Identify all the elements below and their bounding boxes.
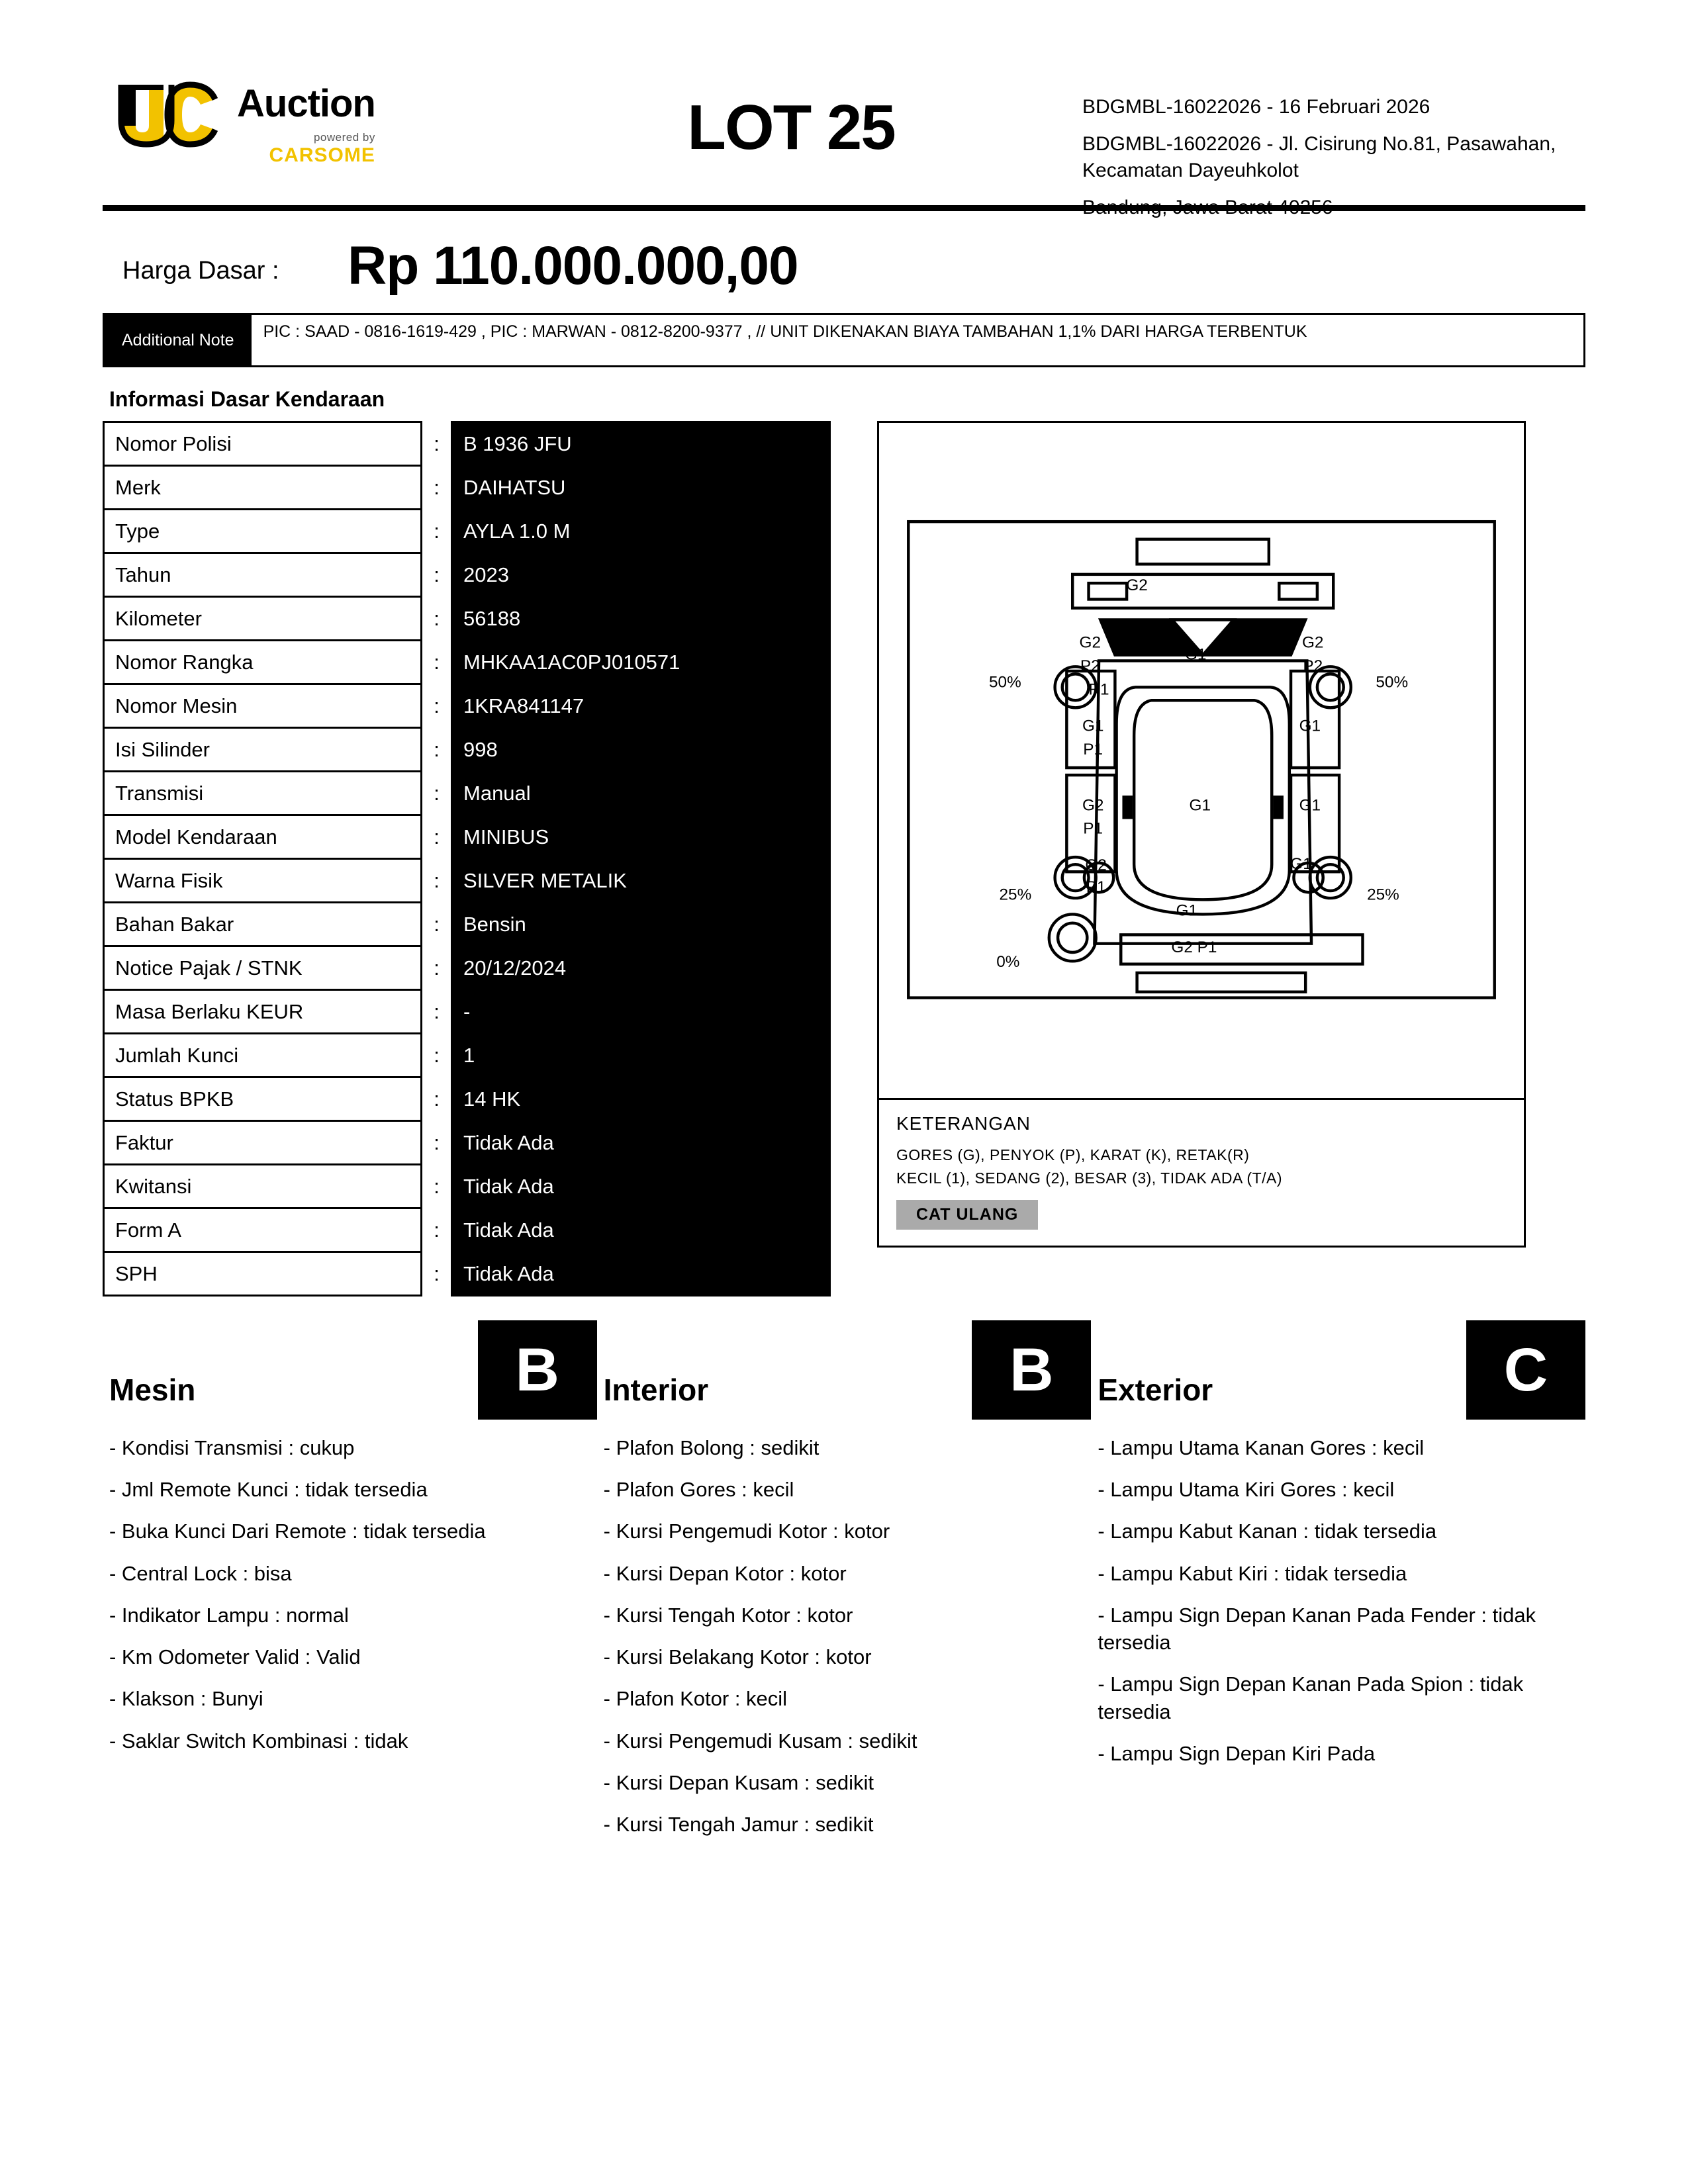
brand-powered-by: powered by [313, 131, 375, 144]
info-colon: : [422, 597, 452, 641]
list-item: - Lampu Kabut Kanan : tidak tersedia [1098, 1520, 1437, 1543]
info-colon: : [422, 466, 452, 510]
info-key: Kwitansi [104, 1165, 422, 1208]
info-key: Nomor Rangka [104, 641, 422, 684]
list-item: - Lampu Sign Depan Kanan Pada Fender : tidak tersedia [1098, 1603, 1536, 1655]
base-price-value: Rp 110.000.000,00 [348, 236, 798, 296]
info-key: Nomor Mesin [104, 684, 422, 728]
damage-mark: G1 [1299, 717, 1321, 735]
table-row [104, 1121, 830, 1165]
inspection-details [103, 1434, 1585, 1852]
lot-title: LOT 25 [687, 92, 895, 163]
info-value: 2023 [452, 553, 830, 597]
list-item: - Lampu Sign Depan Kiri Pada [1098, 1741, 1376, 1765]
info-value: 1 [452, 1034, 830, 1077]
damage-mark: G1 [1176, 901, 1198, 920]
auction-code-date: BDGMBL-16022026 - 16 Februari 2026 [1082, 96, 1430, 118]
info-colon: : [422, 641, 452, 684]
table-row [104, 641, 830, 684]
list-item: - Plafon Bolong : sedikit [603, 1436, 820, 1459]
info-colon: : [422, 946, 452, 990]
info-colon: : [422, 1252, 452, 1296]
damage-mark: 25% [999, 886, 1032, 904]
info-key: Form A [104, 1208, 422, 1252]
list-item: - Kursi Depan Kusam : sedikit [603, 1770, 874, 1794]
info-key: Masa Berlaku KEUR [104, 990, 422, 1034]
damage-diagram [877, 421, 1526, 1248]
info-key: Status BPKB [104, 1077, 422, 1121]
damage-mark: P2 [1080, 657, 1100, 675]
grade-mesin-badge: B [478, 1320, 597, 1420]
auction-meta [1082, 79, 1585, 221]
info-colon: : [422, 815, 452, 859]
list-item: - Lampu Sign Depan Kanan Pada Spion : tidak tersedia [1098, 1672, 1524, 1723]
list-item: - Plafon Kotor : kecil [603, 1687, 788, 1711]
grade-interior [597, 1320, 1092, 1420]
info-value: Tidak Ada [452, 1165, 830, 1208]
damage-diagram-canvas [879, 423, 1524, 1098]
info-key: Nomor Polisi [104, 422, 422, 466]
repaint-badge: CAT ULANG [896, 1200, 1038, 1230]
list-item: - Kursi Pengemudi Kotor : kotor [603, 1520, 890, 1543]
info-key: Transmisi [104, 772, 422, 815]
table-row [104, 1034, 830, 1077]
car-top-view-icon [879, 423, 1524, 1098]
table-row [104, 859, 830, 903]
damage-mark: R1 [1088, 680, 1109, 699]
legend-title: KETERANGAN [896, 1113, 1031, 1134]
table-row [104, 728, 830, 772]
table-row [104, 597, 830, 641]
legend-line-1: GORES (G), PENYOK (P), KARAT (K), RETAK(R) [896, 1146, 1250, 1163]
damage-mark: G2 [1082, 796, 1104, 815]
damage-mark: P1 [1083, 819, 1103, 838]
damage-mark: P2 [1303, 657, 1323, 675]
vehicle-info-title: Informasi Dasar Kendaraan [109, 387, 385, 411]
info-value: 56188 [452, 597, 830, 641]
damage-mark: G1 [1082, 717, 1104, 735]
info-colon: : [422, 772, 452, 815]
vehicle-info-section [103, 421, 1585, 1297]
vehicle-info-table [103, 421, 831, 1297]
list-item: - Plafon Gores : kecil [603, 1478, 794, 1502]
grade-interior-badge: B [972, 1320, 1091, 1420]
damage-mark: 0% [996, 953, 1020, 972]
info-colon: : [422, 1121, 452, 1165]
damage-mark: G2 [1301, 633, 1324, 652]
detail-list-interior [597, 1434, 1092, 1852]
table-row [104, 1208, 830, 1252]
brand-auction-text: Auction [237, 82, 375, 125]
damage-mark: G1 [1299, 796, 1321, 815]
info-key: Notice Pajak / STNK [104, 946, 422, 990]
list-item: - Kondisi Transmisi : cukup [109, 1436, 355, 1459]
table-row [104, 772, 830, 815]
list-item: - Buka Kunci Dari Remote : tidak tersedia [109, 1520, 486, 1543]
info-value: Manual [452, 772, 830, 815]
info-colon: : [422, 1034, 452, 1077]
info-colon: : [422, 553, 452, 597]
info-value: Tidak Ada [452, 1252, 830, 1296]
brand-logo [103, 79, 500, 165]
info-value: Bensin [452, 903, 830, 946]
grade-mesin [103, 1320, 597, 1420]
list-item: - Saklar Switch Kombinasi : tidak [109, 1729, 408, 1752]
info-colon: : [422, 903, 452, 946]
info-colon: : [422, 990, 452, 1034]
info-value: DAIHATSU [452, 466, 830, 510]
grade-interior-label: Interior [603, 1373, 709, 1407]
info-value: MHKAA1AC0PJ010571 [452, 641, 830, 684]
info-key: Warna Fisik [104, 859, 422, 903]
info-key: Merk [104, 466, 422, 510]
info-value: 998 [452, 728, 830, 772]
list-item: - Kursi Tengah Kotor : kotor [603, 1603, 853, 1627]
page-header [103, 0, 1585, 218]
info-key: Isi Silinder [104, 728, 422, 772]
list-item: - Jml Remote Kunci : tidak tersedia [109, 1478, 428, 1502]
info-key: Jumlah Kunci [104, 1034, 422, 1077]
list-item: - Kursi Tengah Jamur : sedikit [603, 1812, 874, 1836]
table-row [104, 684, 830, 728]
info-colon: : [422, 510, 452, 553]
damage-mark: G2 [1079, 633, 1102, 652]
list-item: - Lampu Utama Kanan Gores : kecil [1098, 1436, 1425, 1459]
info-value: 20/12/2024 [452, 946, 830, 990]
table-row [104, 990, 830, 1034]
info-colon: : [422, 1077, 452, 1121]
info-value: 1KRA841147 [452, 684, 830, 728]
info-key: Faktur [104, 1121, 422, 1165]
info-value: B 1936 JFU [452, 422, 830, 466]
info-key: SPH [104, 1252, 422, 1296]
damage-mark: G1 [1184, 645, 1207, 664]
legend-line-2: KECIL (1), SEDANG (2), BESAR (3), TIDAK ADA (T/A) [896, 1169, 1283, 1187]
info-value: 14 HK [452, 1077, 830, 1121]
list-item: - Indikator Lampu : normal [109, 1603, 349, 1627]
damage-mark: P1 [1083, 741, 1103, 759]
base-price-row [103, 211, 1585, 313]
info-key: Kilometer [104, 597, 422, 641]
brand-carsome-text: CARSOME [269, 144, 375, 166]
info-colon: : [422, 422, 452, 466]
table-row [104, 1165, 830, 1208]
list-item: - Central Lock : bisa [109, 1561, 292, 1585]
list-item: - Km Odometer Valid : Valid [109, 1645, 361, 1669]
info-value: SILVER METALIK [452, 859, 830, 903]
list-item: - Lampu Kabut Kiri : tidak tersedia [1098, 1561, 1407, 1585]
grade-exterior [1091, 1320, 1585, 1420]
info-key: Bahan Bakar [104, 903, 422, 946]
list-item: - Klakson : Bunyi [109, 1687, 263, 1711]
list-item: - Kursi Belakang Kotor : kotor [603, 1645, 872, 1669]
list-item: - Kursi Pengemudi Kusam : sedikit [603, 1729, 917, 1752]
damage-mark: P1 [1086, 878, 1106, 897]
damage-mark: 50% [1376, 673, 1409, 692]
info-value: AYLA 1.0 M [452, 510, 830, 553]
detail-list-exterior [1091, 1434, 1585, 1852]
base-price-label: Harga Dasar : [122, 257, 279, 285]
additional-note [103, 313, 1585, 367]
info-value: Tidak Ada [452, 1121, 830, 1165]
grade-exterior-label: Exterior [1098, 1373, 1213, 1407]
info-key: Model Kendaraan [104, 815, 422, 859]
table-row [104, 1252, 830, 1296]
info-colon: : [422, 1165, 452, 1208]
damage-mark: 25% [1367, 886, 1399, 904]
table-row [104, 466, 830, 510]
info-colon: : [422, 1208, 452, 1252]
table-row [104, 510, 830, 553]
damage-mark: 50% [989, 673, 1021, 692]
additional-note-text: PIC : SAAD - 0816-1619-429 , PIC : MARWAN - 0812-8200-9377 , // UNIT DIKENAKAN BIAYA TAMBAHAN 1,1% DARI HARGA TERBENTUK [263, 322, 1307, 341]
info-colon: : [422, 728, 452, 772]
detail-list-mesin [103, 1434, 597, 1852]
info-colon: : [422, 859, 452, 903]
list-item: - Lampu Utama Kiri Gores : kecil [1098, 1478, 1395, 1502]
table-row [104, 1077, 830, 1121]
auction-city: Bandung, Jawa Barat 40256 [1082, 196, 1333, 218]
table-row [104, 815, 830, 859]
info-value: Tidak Ada [452, 1208, 830, 1252]
info-key: Tahun [104, 553, 422, 597]
damage-mark: G1 [1189, 796, 1211, 815]
info-key: Type [104, 510, 422, 553]
grade-exterior-badge: C [1466, 1320, 1585, 1420]
info-value: - [452, 990, 830, 1034]
auction-address: BDGMBL-16022026 - Jl. Cisirung No.81, Pasawahan, Kecamatan Dayeuhkolot [1082, 132, 1556, 181]
grade-row [103, 1320, 1585, 1420]
table-row [104, 422, 830, 466]
damage-legend [879, 1098, 1524, 1246]
table-row [104, 553, 830, 597]
info-colon: : [422, 684, 452, 728]
damage-mark: G2 [1085, 856, 1107, 875]
table-row [104, 903, 830, 946]
brand-wordmark [237, 79, 375, 165]
table-row [104, 946, 830, 990]
damage-mark: G2 P1 [1171, 938, 1217, 956]
damage-mark: G1 [1290, 854, 1312, 873]
uc-logo-icon [116, 79, 225, 152]
additional-note-label: Additional Note [105, 315, 252, 365]
damage-mark: G2 [1126, 576, 1148, 595]
grade-mesin-label: Mesin [109, 1373, 196, 1407]
info-value: MINIBUS [452, 815, 830, 859]
list-item: - Kursi Depan Kotor : kotor [603, 1561, 847, 1585]
